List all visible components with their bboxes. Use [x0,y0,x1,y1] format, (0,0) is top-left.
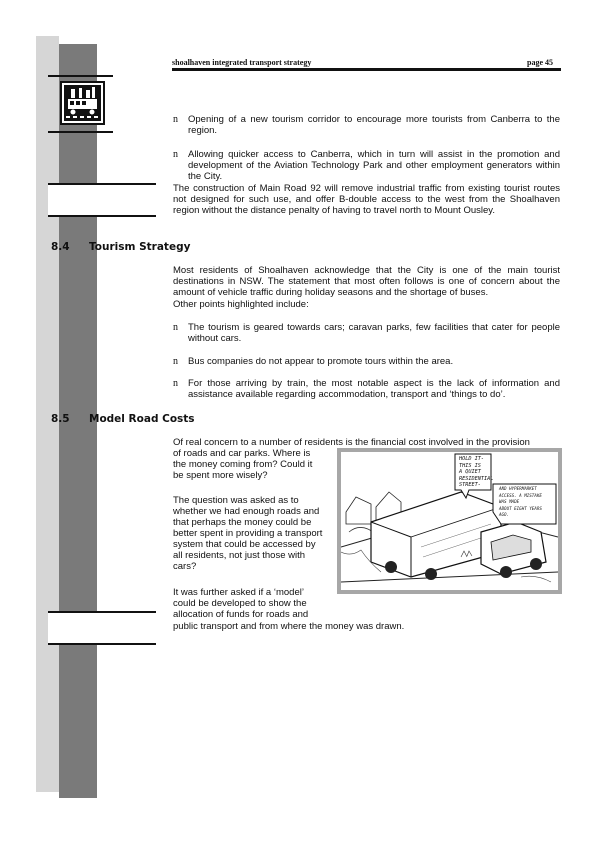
bullet-marker: n [173,378,178,389]
section-number: 8.4 [51,241,70,253]
paragraph-line: public transport and from where the money was drawn. [173,621,405,632]
margin-box [48,183,156,217]
paragraph-line: better spent in providing a transport [173,528,323,539]
paragraph-main-road: The construction of Main Road 92 will remove industrial traffic from existing tourist routes not designed for such use, and offer B-double access to the west from the Shoalhaven region without the distance penalty of having to travel north to Mount Ousley. [173,183,560,217]
paragraph-line: be spent more wisely? [173,470,268,481]
paragraph-line: could be developed to show the [173,598,307,609]
paragraph-line: The question was asked as to [173,495,299,506]
paragraph-line: all residents, not just those with [173,550,306,561]
paragraph-line: Of real concern to a number of residents is the financial cost involved in the provision [173,437,530,448]
header-title: shoalhaven integrated transport strategy [172,58,312,67]
bullet-marker: n [173,149,178,160]
bullet-item: Bus companies do not appear to promote tours within the area. [188,356,454,367]
paragraph-line: allocation of funds for roads and [173,609,309,620]
section-title: Tourism Strategy [89,241,191,253]
bullet-marker: n [173,322,178,333]
paragraph-line: It was further asked if a ‘model’ [173,587,304,598]
margin-rule [48,131,113,133]
page-number: page 45 [527,58,553,67]
speech-bubble-2: AND HYPERMARKET ACCESS. A MISTAKE WAS MADE ABOUT EIGHT YEARS AGO. [499,486,542,518]
bullet-item: Allowing quicker access to Canberra, which in turn will assist in the promotion and development of the Aviation Technology Park and other employment generators within the City. [188,149,560,183]
paragraph-line: that perhaps the money could be [173,517,312,528]
speech-bubble-1: HOLD IT- THIS IS A QUIET RESIDENTIAL STREET- [459,456,494,489]
paragraph-line: of roads and car parks. Where is [173,448,311,459]
section-intro-2: Other points highlighted include: [173,299,309,310]
paragraph-line: cars? [173,561,197,572]
section-title: Model Road Costs [89,413,195,425]
paragraph-line: system that could be accessed by [173,539,316,550]
paragraph-line: the money coming from? Could it [173,459,313,470]
bullet-item: For those arriving by train, the most notable aspect is the lack of information and assistance available regarding accommodation, transport and ‘things to do’. [188,378,560,401]
bullet-marker: n [173,356,178,367]
section-intro: Most residents of Shoalhaven acknowledge that the City is one of the main tourist destinations in NSW. The statement that most often follows is one of concern about the amount of vehicle traffic during holiday seasons and the shortage of buses. [173,265,560,299]
traffic-cartoon-illustration [337,448,562,594]
bullet-marker: n [173,114,178,125]
paragraph-line: whether we had enough roads and [173,506,320,517]
margin-box [48,611,156,645]
margin-rule [48,75,113,77]
transport-logo-icon [60,81,105,125]
section-number: 8.5 [51,413,70,425]
header-rule [172,68,561,71]
bullet-item: The tourism is geared towards cars; caravan parks, few facilities that cater for people without cars. [188,322,560,345]
bullet-item: Opening of a new tourism corridor to encourage more tourists from Canberra to the region. [188,114,560,137]
